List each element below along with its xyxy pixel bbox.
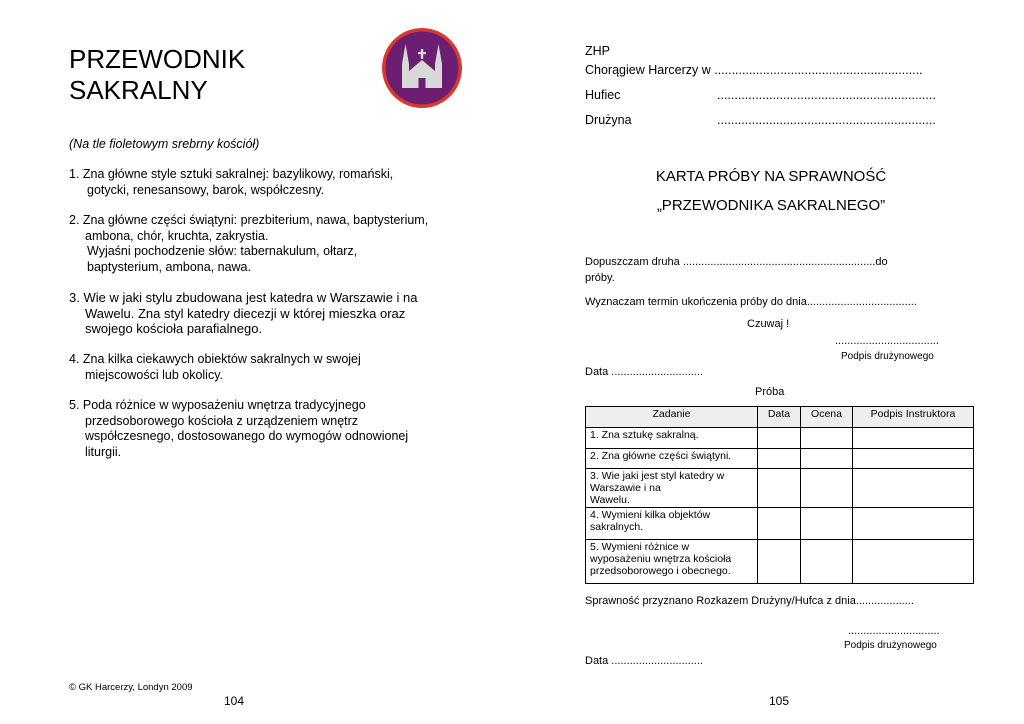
list-item-line: 2. Zna główne części świątyni: prezbiterium, nawa, baptysterium, <box>69 213 429 227</box>
proba-label: Próba <box>755 386 785 398</box>
table-row <box>586 540 974 584</box>
signature-label: Podpis drużynowego <box>841 351 934 362</box>
list-item-line: swojego kościoła parafialnego. <box>85 321 263 336</box>
table-cell[interactable] <box>801 469 853 508</box>
table-cell[interactable] <box>853 469 974 508</box>
table-row <box>586 428 974 449</box>
table-cell <box>586 469 758 508</box>
list-item <box>69 290 418 337</box>
table-row <box>586 508 974 540</box>
signature-dots: .................................. <box>835 335 939 347</box>
table-cell[interactable] <box>853 449 974 469</box>
data-line-2: Data .............................. <box>585 655 703 667</box>
title-line-2: SAKRALNY <box>69 75 208 105</box>
list-item-line: Wyjaśni pochodzenie słów: tabernakulum, ołtarz, <box>87 244 358 258</box>
list-item <box>69 213 428 275</box>
table-cell <box>586 540 758 584</box>
cell-text: przedsoborowego i obecnego. <box>590 565 731 577</box>
table-header-row <box>586 407 974 428</box>
proby-line: próby. <box>585 272 615 284</box>
table-cell[interactable] <box>801 508 853 540</box>
cell-text: 3. Wie jaki jest styl katedry w <box>590 470 725 482</box>
cell-text: 2. Zna główne części świątyni. <box>590 450 732 462</box>
list-item-line: współczesnego, dostosowanego do wymogów odnowionej <box>85 429 409 443</box>
page-title <box>69 44 245 106</box>
druzyna-label: Drużyna <box>585 113 632 127</box>
table-row <box>586 449 974 469</box>
list-item-line: 4. Zna kilka ciekawych obiektów sakralnych w swojej <box>69 352 361 366</box>
header-ocena: Ocena <box>801 407 853 428</box>
table-cell[interactable] <box>758 540 801 584</box>
header-zadanie: Zadanie <box>586 407 758 428</box>
list-item-line: miejscowości lub okolicy. <box>85 367 224 382</box>
list-item-line: 3. Wie w jaki stylu zbudowana jest katedra w Warszawie i na <box>69 290 418 305</box>
list-item-line: Wawelu. Zna styl katedry diecezji w której mieszka oraz <box>85 305 406 321</box>
list-item-line: baptysterium, ambona, nawa. <box>87 259 251 274</box>
copyright: © GK Harcerzy, Londyn 2009 <box>69 682 193 693</box>
card-subtitle: „PRZEWODNIKA SAKRALNEGO” <box>656 197 886 214</box>
choragiew-field: Chorągiew Harcerzy w ............................................................ <box>585 63 923 77</box>
cell-text: 5. Wymieni różnice w <box>590 541 690 553</box>
title-line-1: PRZEWODNIK <box>69 44 246 74</box>
hufiec-label: Hufiec <box>585 88 621 102</box>
list-item-line: przedsoborowego kościoła z urządzeniem wnętrz <box>85 413 359 428</box>
druzyna-field: ............................................................... <box>717 113 936 127</box>
cell-text: wyposażeniu wnętrza kościoła <box>590 553 732 565</box>
data-line: Data .............................. <box>585 366 703 378</box>
table-cell[interactable] <box>853 428 974 449</box>
header-data: Data <box>758 407 801 428</box>
table-cell[interactable] <box>758 508 801 540</box>
table-cell[interactable] <box>801 540 853 584</box>
cell-text: 1. Zna sztukę sakralną. <box>590 429 699 441</box>
header-podpis: Podpis Instruktora <box>853 407 974 428</box>
table-cell[interactable] <box>758 449 801 469</box>
table-cell <box>586 508 758 540</box>
czuwaj-text: Czuwaj ! <box>747 318 790 330</box>
termin-line: Wyznaczam termin ukończenia próby do dnia.................................... <box>585 296 917 308</box>
cell-text: 4. Wymieni kilka objektów <box>590 509 711 521</box>
page-number-right: 105 <box>769 694 790 708</box>
list-item-line: ambona, chór, kruchta, zakrystia. <box>85 228 269 243</box>
list-item-line: 5. Poda różnice w wyposażeniu wnętrza tradycyjnego <box>69 398 366 412</box>
table-row <box>586 469 974 508</box>
list-item-line: 1. Zna główne style sztuki sakralnej: bazylikowy, romański, <box>69 167 394 181</box>
list-item <box>69 398 408 460</box>
cell-text: Warszawie i na <box>590 482 661 494</box>
badge-note: (Na tle fioletowym srebrny kościół) <box>69 137 260 151</box>
table-cell[interactable] <box>758 428 801 449</box>
przyznano-line: Sprawność przyznano Rozkazem Drużyny/Hufca z dnia................... <box>585 595 914 607</box>
list-item-line: gotycki, renesansowy, barok, współczesny. <box>87 182 325 197</box>
cell-text: sakralnych. <box>590 521 644 533</box>
proba-table <box>585 406 974 584</box>
card-title: KARTA PRÓBY NA SPRAWNOŚĆ <box>655 168 887 185</box>
dopuszczam-line: Dopuszczam druha ...............................................................do <box>585 256 888 268</box>
table-cell <box>586 449 758 469</box>
table-cell[interactable] <box>801 428 853 449</box>
list-item <box>69 352 361 383</box>
cell-text: Wawelu. <box>590 494 630 506</box>
table-cell[interactable] <box>853 508 974 540</box>
hufiec-field: ............................................................... <box>717 88 936 102</box>
church-door <box>419 78 426 88</box>
badge-church-icon <box>380 26 464 110</box>
page-number-left: 104 <box>224 694 245 708</box>
table-cell[interactable] <box>853 540 974 584</box>
zhp-label: ZHP <box>585 44 610 58</box>
table-cell[interactable] <box>758 469 801 508</box>
list-item <box>69 167 393 198</box>
table-cell <box>586 428 758 449</box>
signature2-dots: .............................. <box>848 625 940 637</box>
table-cell[interactable] <box>801 449 853 469</box>
list-item-line: liturgii. <box>85 444 122 459</box>
signature2-label: Podpis drużynowego <box>844 640 937 651</box>
